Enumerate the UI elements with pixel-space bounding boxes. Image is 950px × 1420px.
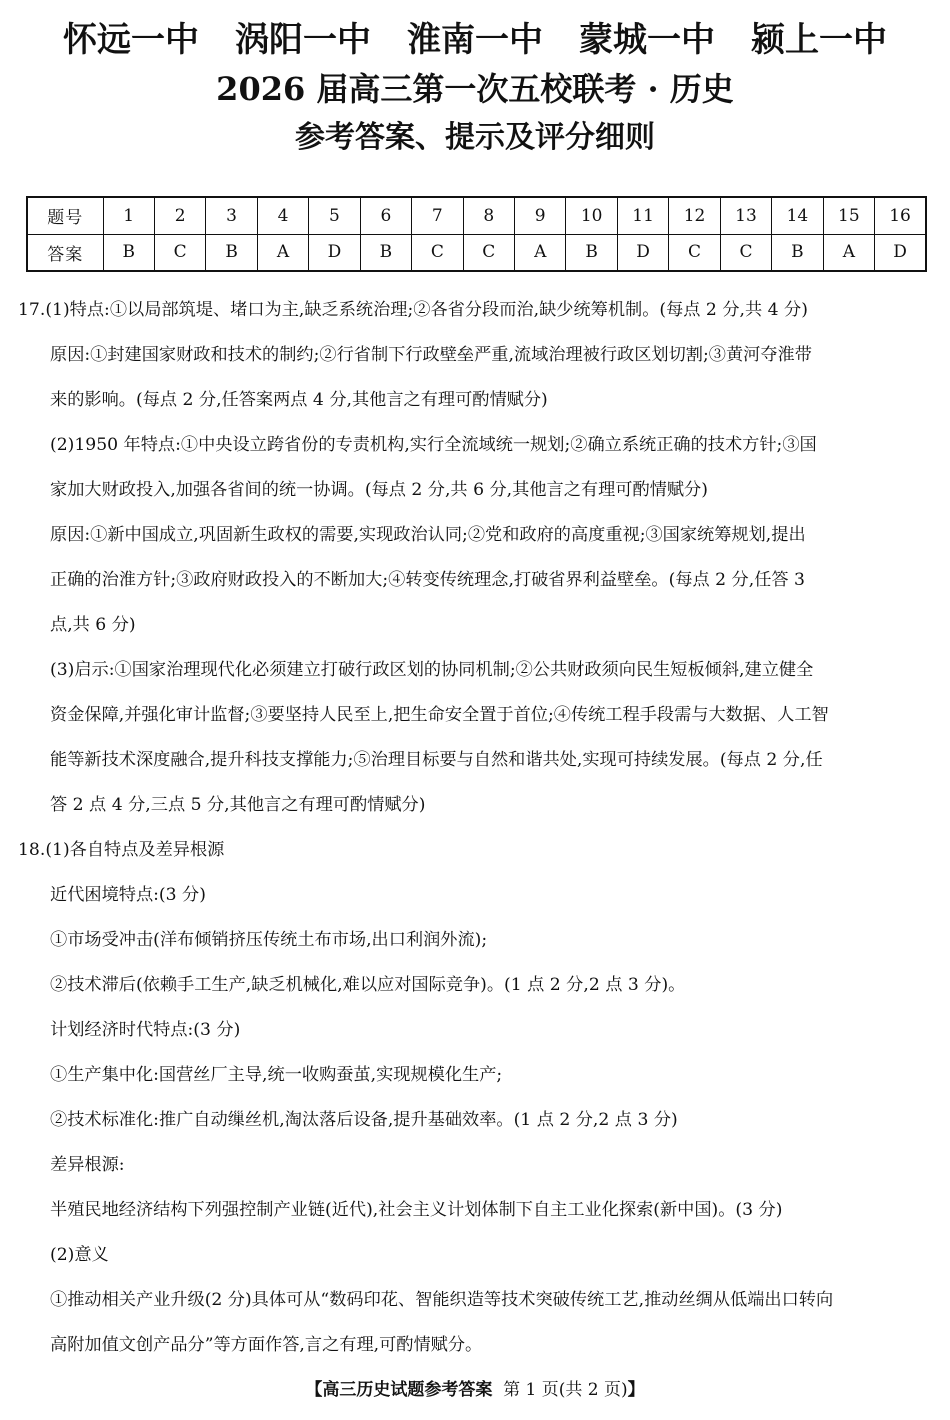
content-line: 能等新技术深度融合,提升科技支撑能力;⑤治理目标要与自然和谐共处,实现可持续发展。(每点 2 分,任 bbox=[50, 750, 823, 770]
answer-cell: B bbox=[566, 234, 617, 271]
content-line: 高附加值文创产品分”等方面作答,言之有理,可酌情赋分。 bbox=[50, 1335, 483, 1355]
content-line: (3)启示:①国家治理现代化必须建立打破行政区划的协同机制;②公共财政须向民生短板倾斜,建立健全 bbox=[50, 660, 814, 680]
answer-cell: A bbox=[257, 234, 308, 271]
answer-cell: C bbox=[412, 234, 463, 271]
exam-title: 2026 届高三第一次五校联考 · 历史 bbox=[216, 70, 734, 108]
school-name: 颍上一中 bbox=[751, 20, 887, 60]
content-line: (2)1950 年特点:①中央设立跨省份的专责机构,实行全流域统一规划;②确立系统正确的技术方针;③国 bbox=[50, 435, 817, 455]
answer-cell: A bbox=[823, 234, 874, 271]
answer-cell: C bbox=[463, 234, 514, 271]
page-footer bbox=[0, 1376, 950, 1404]
row-label-question: 题号 bbox=[27, 197, 103, 234]
content-line: 资金保障,并强化审计监督;③要坚持人民至上,把生命安全置于首位;④传统工程手段需与大数据、人工智 bbox=[50, 705, 829, 725]
footer-bracket-open: 【 bbox=[305, 1380, 323, 1400]
question-number: 5 bbox=[309, 197, 360, 234]
answer-cell: D bbox=[617, 234, 668, 271]
question-number: 15 bbox=[823, 197, 874, 234]
answer-cell: D bbox=[875, 234, 926, 271]
content-line: 差异根源: bbox=[50, 1155, 125, 1175]
question-number: 1 bbox=[103, 197, 154, 234]
content-line: 正确的治淮方针;③政府财政投入的不断加大;④转变传统理念,打破省界利益壁垒。(每点 2 分,任答 3 bbox=[50, 570, 805, 590]
content-line: 家加大财政投入,加强各省间的统一协调。(每点 2 分,共 6 分,其他言之有理可酌情赋分) bbox=[50, 480, 708, 500]
content-line: 近代困境特点:(3 分) bbox=[50, 885, 206, 905]
content-line: 来的影响。(每点 2 分,任答案两点 4 分,其他言之有理可酌情赋分) bbox=[50, 390, 548, 410]
question-number: 2 bbox=[154, 197, 205, 234]
content-line: 原因:①封建国家财政和技术的制约;②行省制下行政壁垒严重,流域治理被行政区划切割;③黄河夺淮带 bbox=[50, 345, 812, 365]
content-line: 点,共 6 分) bbox=[50, 615, 136, 635]
answer-cell: A bbox=[515, 234, 566, 271]
content-line: ①生产集中化:国营丝厂主导,统一收购蚕茧,实现规模化生产; bbox=[50, 1065, 503, 1085]
content-line: ②技术标准化:推广自动缫丝机,淘汰落后设备,提升基础效率。(1 点 2 分,2 点 3 分) bbox=[50, 1110, 678, 1130]
question-number: 10 bbox=[566, 197, 617, 234]
answer-cell: D bbox=[309, 234, 360, 271]
answer-cell: B bbox=[103, 234, 154, 271]
content-line: ①推动相关产业升级(2 分)具体可从“数码印花、智能织造等技术突破传统工艺,推动丝绸从低端出口转向 bbox=[50, 1290, 834, 1310]
answer-content bbox=[18, 288, 932, 1368]
school-name: 蒙城一中 bbox=[579, 20, 715, 60]
school-name: 涡阳一中 bbox=[235, 20, 371, 60]
content-line: 答 2 点 4 分,三点 5 分,其他言之有理可酌情赋分) bbox=[50, 795, 426, 815]
page-number: 第 1 页(共 2 页) bbox=[503, 1380, 628, 1400]
content-line: 17.(1)特点:①以局部筑堤、堵口为主,缺乏系统治理;②各省分段而治,缺少统筹机制。(每点 2 分,共 4 分) bbox=[18, 300, 808, 320]
row-label-answer: 答案 bbox=[27, 234, 103, 271]
answer-cell: C bbox=[154, 234, 205, 271]
question-number: 11 bbox=[617, 197, 668, 234]
question-number: 3 bbox=[206, 197, 257, 234]
answer-cell: B bbox=[206, 234, 257, 271]
school-names bbox=[0, 16, 950, 64]
question-number: 14 bbox=[772, 197, 823, 234]
footer-bracket-close: 】 bbox=[627, 1380, 645, 1400]
answer-key-table bbox=[26, 196, 927, 272]
content-line: 原因:①新中国成立,巩固新生政权的需要,实现政治认同;②党和政府的高度重视;③国家统筹规划,提出 bbox=[50, 525, 806, 545]
question-number: 6 bbox=[360, 197, 411, 234]
content-line: (2)意义 bbox=[50, 1245, 109, 1265]
question-number: 12 bbox=[669, 197, 720, 234]
answer-row bbox=[27, 234, 926, 271]
question-number: 16 bbox=[875, 197, 926, 234]
question-number: 4 bbox=[257, 197, 308, 234]
question-number-row bbox=[27, 197, 926, 234]
content-line: 计划经济时代特点:(3 分) bbox=[50, 1020, 241, 1040]
answer-cell: B bbox=[360, 234, 411, 271]
content-line: 18.(1)各自特点及差异根源 bbox=[18, 840, 225, 860]
school-name: 怀远一中 bbox=[63, 20, 199, 60]
content-line: ①市场受冲击(洋布倾销挤压传统土布市场,出口利润外流); bbox=[50, 930, 488, 950]
page-header bbox=[0, 16, 950, 160]
answer-cell: C bbox=[720, 234, 771, 271]
question-number: 13 bbox=[720, 197, 771, 234]
content-line: 半殖民地经济结构下列强控制产业链(近代),社会主义计划体制下自主工业化探索(新中国)。(3 分) bbox=[50, 1200, 783, 1220]
content-line: ②技术滞后(依赖手工生产,缺乏机械化,难以应对国际竞争)。(1 点 2 分,2 点 3 分)。 bbox=[50, 975, 686, 995]
question-number: 8 bbox=[463, 197, 514, 234]
answer-cell: B bbox=[772, 234, 823, 271]
question-number: 9 bbox=[515, 197, 566, 234]
question-number: 7 bbox=[412, 197, 463, 234]
footer-title: 高三历史试题参考答案 bbox=[322, 1380, 493, 1400]
document-subtitle: 参考答案、提示及评分细则 bbox=[295, 120, 655, 155]
answer-cell: C bbox=[669, 234, 720, 271]
school-name: 淮南一中 bbox=[407, 20, 543, 60]
